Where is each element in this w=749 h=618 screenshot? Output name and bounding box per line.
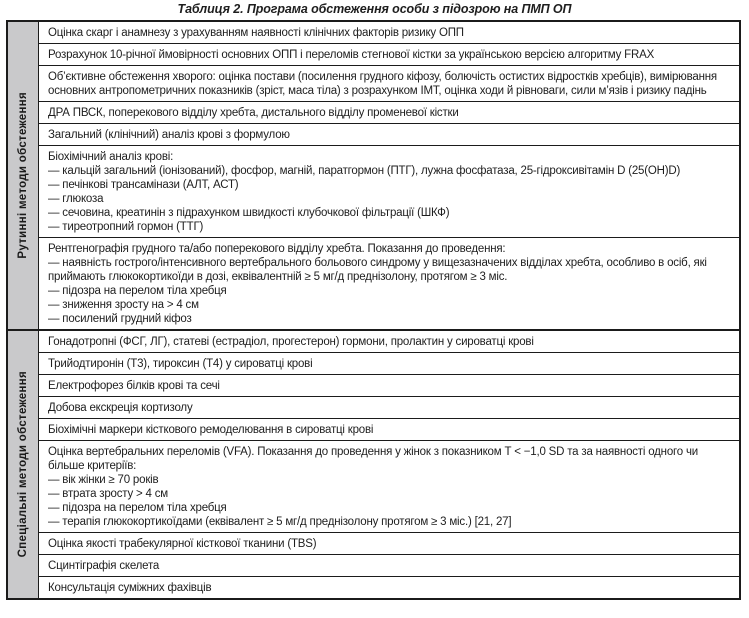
section-rows	[39, 22, 739, 329]
cell-line: — вік жінки ≥ 70 років	[48, 473, 159, 486]
cell-line: — сечовина, креатинін з підрахунком швидкості клубочкової фільтрації (ШКФ)	[48, 206, 450, 219]
examination-table	[6, 20, 741, 600]
table-row	[39, 555, 739, 577]
cell-line: — зниження зросту на > 4 см	[48, 298, 199, 311]
table-row	[39, 577, 739, 598]
cell-line: — печінкові трансамінази (АЛТ, АСТ)	[48, 178, 239, 191]
cell-line: ДРА ПВСК, поперекового відділу хребта, дистального відділу променевої кістки	[48, 106, 459, 119]
cell-line: Біохімічний аналіз крові:	[48, 150, 174, 163]
table-row	[39, 353, 739, 375]
cell-line: Загальний (клінічний) аналіз крові з формулою	[48, 128, 290, 141]
cell-line: — тиреотропний гормон (ТТГ)	[48, 220, 204, 233]
table-row	[39, 238, 739, 329]
table-row	[39, 533, 739, 555]
table-row	[39, 146, 739, 238]
cell-line: Трийодтиронін (Т3), тироксин (Т4) у сироватці крові	[48, 357, 313, 370]
cell-line: Оцінка вертебральних переломів (VFA). Показання до проведення у жінок з показником Т < −1,0 SD та за наявності одного чи більше критеріїв:	[48, 445, 698, 472]
cell-line: Оцінка якості трабекулярної кісткової тканини (TBS)	[48, 537, 317, 550]
table-row	[39, 397, 739, 419]
table-row	[39, 44, 739, 66]
cell-line: Рентгенографія грудного та/або поперекового відділу хребта. Показання до проведення:	[48, 242, 506, 255]
table-row	[39, 22, 739, 44]
table-row	[39, 66, 739, 102]
cell-line: Оцінка скарг і анамнезу з урахуванням наявності клінічних факторів ризику ОПП	[48, 26, 464, 39]
cell-line: Біохімічні маркери кісткового ремоделювання в сироватці крові	[48, 423, 374, 436]
cell-line: Електрофорез білків крові та сечі	[48, 379, 220, 392]
table-title: Таблиця 2. Програма обстеження особи з підозрою на ПМП ОП	[177, 2, 572, 16]
table-section	[8, 22, 739, 331]
table-row	[39, 331, 739, 353]
cell-line: — наявність гострого/інтенсивного вертебрального больового синдрому у вищезазначених відділах хребта, особливо в осіб, які приймають глюкокортикоїди в дозі, еквівалентній ≥ 5 мг/д преднізолону, протягом ≥ 3 міс.	[48, 256, 707, 283]
table-row	[39, 124, 739, 146]
cell-line: — глюкоза	[48, 192, 104, 205]
cell-line: Консультація суміжних фахівців	[48, 581, 212, 594]
table-row	[39, 441, 739, 533]
cell-line: Гонадотропні (ФСГ, ЛГ), статеві (естрадіол, прогестерон) гормони, пролактин у сироватці крові	[48, 335, 534, 348]
cell-line: — втрата зросту > 4 см	[48, 487, 168, 500]
cell-line: — терапія глюкокортикоїдами (еквівалент ≥ 5 мг/д преднізолону протягом ≥ 3 міс.) [21, 27]	[48, 515, 512, 528]
table-row	[39, 419, 739, 441]
section-label: Спеціальні методи обстеження	[17, 371, 29, 558]
cell-line: — кальцій загальний (іонізований), фосфор, магній, паратгормон (ПТГ), лужна фосфатаза, 25-гідроксивітамін D (25(ОН)D)	[48, 164, 681, 177]
section-label-cell	[8, 331, 39, 598]
section-rows	[39, 331, 739, 598]
cell-line: Сцинтіграфія скелета	[48, 559, 160, 572]
cell-line: Об’єктивне обстеження хворого: оцінка постави (посилення грудного кіфозу, болючість остистих відростків хребців), вимірювання основних антропометричних показників (зріст, маса тіла) з розрахунком ІМТ, оцінка ходи й рівноваги, сили м’язів і ризику падінь	[48, 70, 717, 97]
table-row	[39, 102, 739, 124]
cell-line: — посилений грудний кіфоз	[48, 312, 192, 325]
table-section	[8, 331, 739, 598]
section-label-cell	[8, 22, 39, 329]
cell-line: — підозра на перелом тіла хребця	[48, 501, 227, 514]
section-label: Рутинні методи обстеження	[17, 92, 29, 259]
cell-line: Розрахунок 10-річної ймовірності основних ОПП і переломів стегнової кістки за українською версією алгоритму FRAX	[48, 48, 655, 61]
table-row	[39, 375, 739, 397]
cell-line: — підозра на перелом тіла хребця	[48, 284, 227, 297]
cell-line: Добова екскреція кортизолу	[48, 401, 193, 414]
